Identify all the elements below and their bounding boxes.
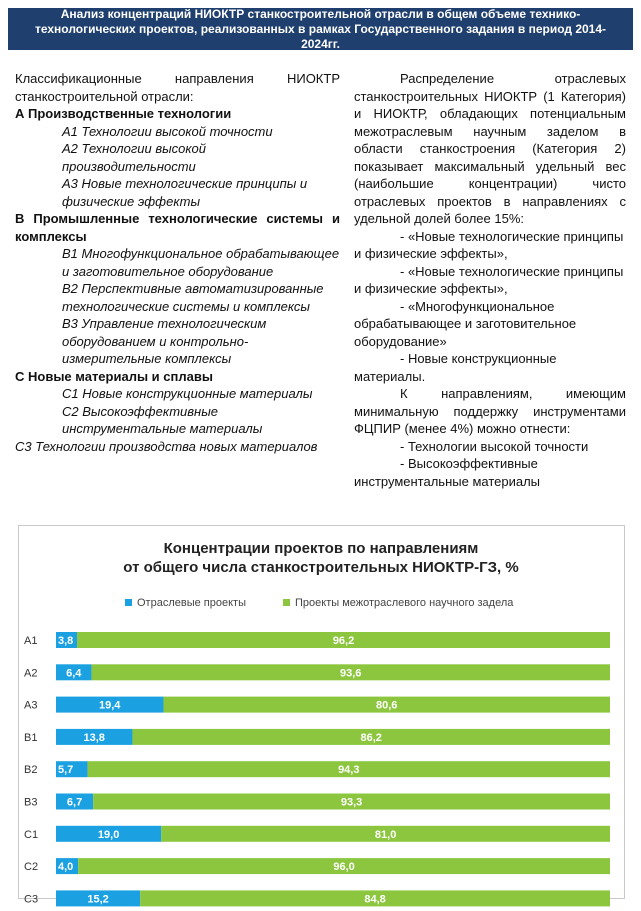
analysis-bullet-6: - Высокоэффективные инструментальные материалы (354, 456, 541, 489)
analysis-bullet-5: - Технологии высокой точности (400, 438, 589, 454)
legend-swatch-interindustry (283, 599, 290, 606)
category-label-2: А2 (24, 667, 38, 680)
analysis-bullet-1: - «Новые технологические принципы и физические эффекты», (354, 228, 624, 261)
value-label-interindustry-5: 94,3 (338, 764, 360, 777)
legend-label-interindustry: Проекты межотраслевого научного задела (295, 597, 514, 609)
category-label-9: С3 (24, 893, 39, 906)
chart-legend (125, 597, 514, 609)
category-label-1: А1 (24, 635, 38, 647)
value-label-interindustry-7: 81,0 (374, 828, 397, 841)
item-c3: С3 Технологии производства новых материалов (15, 438, 318, 454)
category-label-8: С2 (24, 861, 39, 874)
value-label-interindustry-1: 96,2 (332, 635, 355, 647)
analysis-bullet-2: - «Новые технологические принципы и физические эффекты», (354, 263, 624, 296)
classification-intro: Классификационные направления НИОКТР станкостроительной отрасли: (15, 71, 340, 104)
classification-column (15, 70, 340, 455)
analysis-paragraph-1: Распределение отраслевых станкостроительных НИОКТР (1 Категория) и НИОКТР, обладающих потенциальным межотраслевым научным заделом в области станкостроения (Категория 2) показывает максимальный удельный вес (наибольшие концентрации) чисто отраслевых проектов в направлениях с удельной долей более 15%: (354, 71, 626, 226)
category-label-5: В2 (24, 764, 38, 777)
value-label-industry-8: 4,0 (58, 861, 74, 874)
value-label-industry-9: 15,2 (87, 893, 109, 906)
value-label-interindustry-6: 93,3 (340, 796, 363, 809)
value-label-interindustry-8: 96,0 (333, 861, 355, 874)
category-label-7: С1 (24, 828, 39, 841)
chart-svg (19, 526, 624, 906)
item-b2: В2 Перспективные автоматизированные технологические системы и комплексы (62, 281, 324, 314)
item-a1: А1 Технологии высокой точности (62, 123, 273, 139)
item-c2: С2 Высокоэффективные инструментальные материалы (62, 403, 263, 436)
item-a2: А2 Технологии высокой производительности (62, 141, 207, 174)
legend-label-industry: Отраслевые проекты (137, 597, 246, 609)
header-title: Анализ концентраций НИОКТР станкостроительной отрасли в общем объеме технико-технологических проектов, реализованных в рамках Государственного задания в период 2014-2024гг. (34, 6, 607, 51)
category-label-3: А3 (24, 699, 38, 712)
value-label-industry-4: 13,8 (83, 731, 105, 744)
value-label-industry-5: 5,7 (58, 764, 74, 777)
value-label-interindustry-3: 80,6 (376, 699, 398, 712)
section-c-heading: С Новые материалы и сплавы (15, 368, 213, 384)
legend-swatch-industry (125, 599, 132, 606)
page-header (8, 8, 633, 50)
item-b1: В1 Многофункциональное обрабатывающее и заготовительное оборудование (62, 246, 340, 279)
value-label-interindustry-9: 84,8 (364, 893, 386, 906)
section-a-heading: А Производственные технологии (15, 106, 232, 121)
value-label-interindustry-4: 86,2 (360, 731, 382, 744)
value-label-industry-3: 19,4 (99, 699, 121, 712)
chart-bars (24, 632, 610, 906)
item-a3: А3 Новые технологические принципы и физические эффекты (62, 176, 308, 209)
section-b-heading: В Промышленные технологические системы и комплексы (15, 211, 340, 244)
item-c1: С1 Новые конструкционные материалы (62, 386, 313, 401)
analysis-paragraph-2: К направлениям, имеющим минимальную поддержку инструментами ФЦПИР (менее 4%) можно отнести: (354, 386, 626, 436)
category-label-6: В3 (24, 796, 38, 809)
value-label-industry-1: 3,8 (58, 635, 74, 647)
item-b3: В3 Управление технологическим оборудованием и контрольно-измерительные комплексы (62, 316, 267, 366)
value-label-industry-2: 6,4 (66, 667, 82, 680)
value-label-industry-7: 19,0 (97, 828, 120, 841)
chart-title-line-1: Концентрации проектов по направлениям (163, 540, 479, 557)
analysis-bullet-4: - Новые конструкционные материалы. (354, 351, 557, 384)
concentration-chart (18, 525, 625, 906)
analysis-bullet-3: - «Многофункциональное обрабатывающее и заготовительное оборудование» (354, 298, 577, 349)
analysis-column (354, 70, 626, 490)
value-label-industry-6: 6,7 (66, 796, 83, 809)
category-label-4: В1 (24, 731, 38, 744)
value-label-interindustry-2: 93,6 (340, 667, 362, 680)
chart-title-line-2: от общего числа станкостроительных НИОКТР-ГЗ, % (123, 559, 519, 576)
